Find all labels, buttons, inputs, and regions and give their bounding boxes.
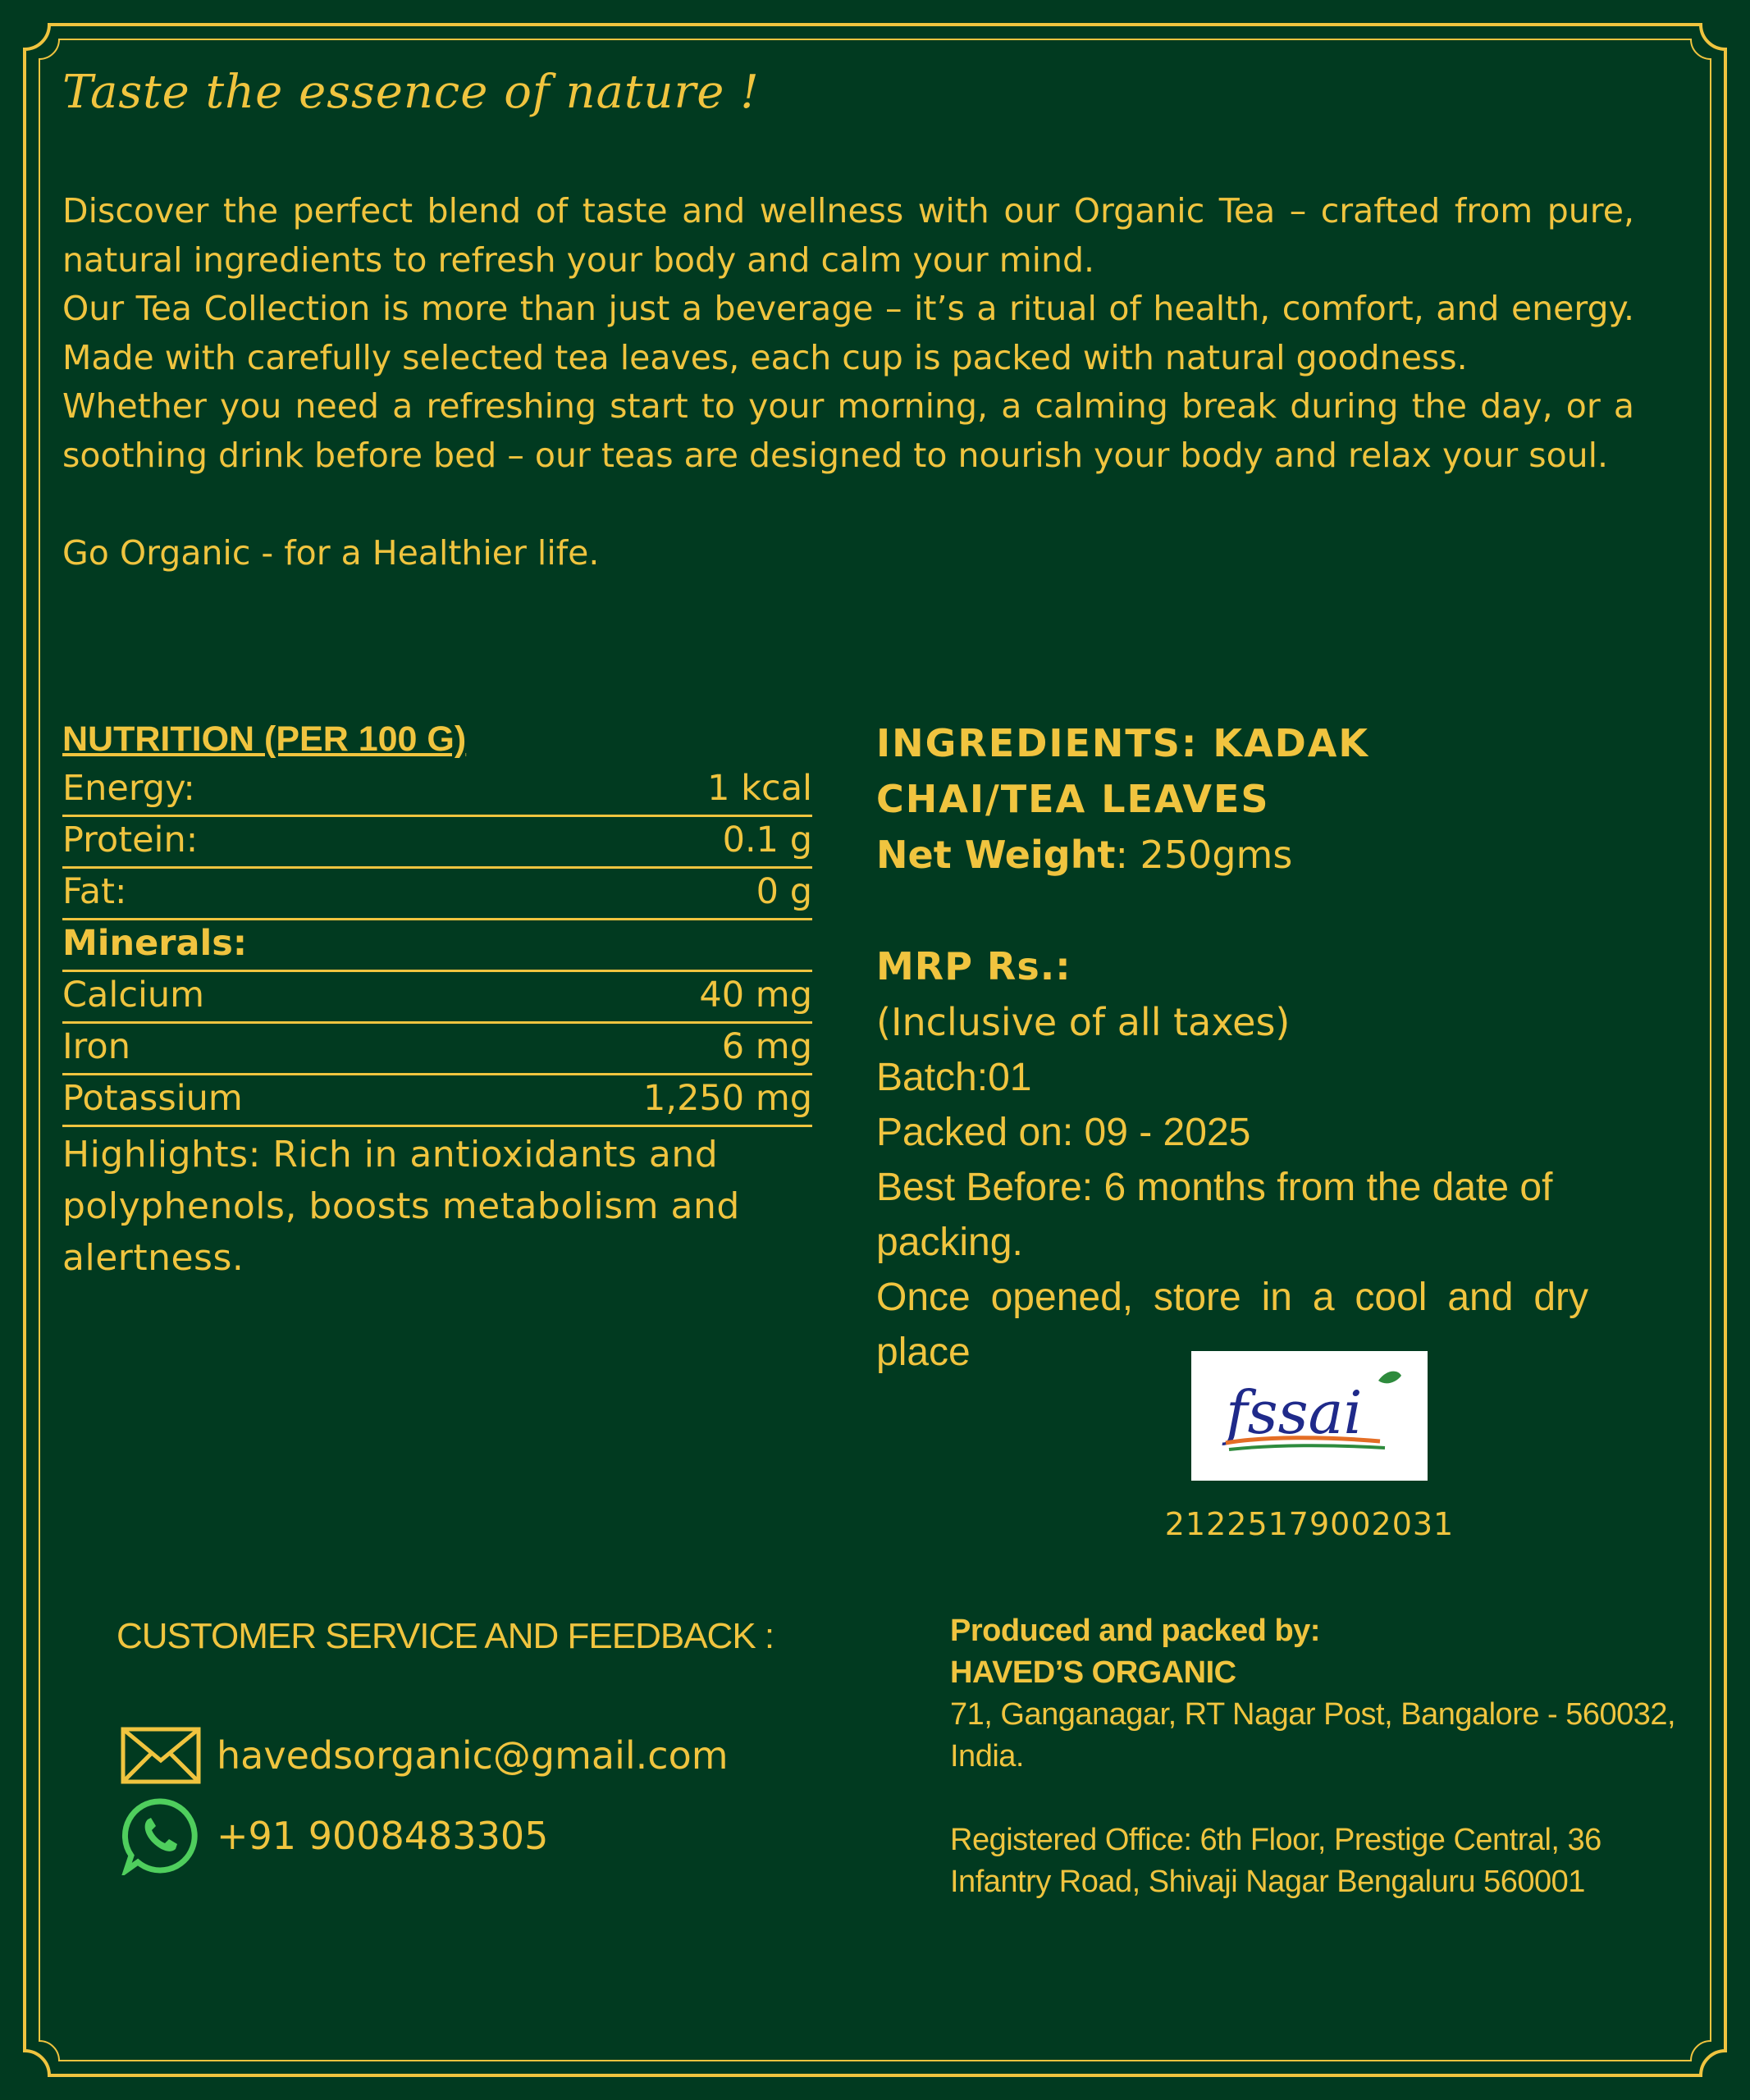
intro-text [62,187,1634,578]
tax-note: (Inclusive of all taxes) [876,1000,1291,1044]
product-details [876,715,1588,1380]
nutrient-value: 40 mg [699,975,812,1016]
fssai-license-number: 21225179002031 [1164,1506,1455,1542]
nutrient-value: 1,250 mg [643,1078,812,1119]
nutrition-row-fat [62,869,812,920]
nutrition-row-minerals [62,920,812,972]
email-address[interactable]: havedsorganic@gmail.com [217,1733,729,1778]
company-name: HAVED’S ORGANIC [950,1655,1236,1690]
nutrient-label: Minerals: [62,923,248,964]
ingredients: INGREDIENTS: KADAK CHAI/TEA LEAVES [876,721,1370,821]
nutrient-value: 1 kcal [707,768,812,809]
phone-contact[interactable] [120,1796,548,1875]
producer-info [950,1610,1688,1903]
intro-paragraph-1: Discover the perfect blend of taste and wellness with our Organic Tea – crafted from pure, natural ingredients to refresh your body and calm your mind. [62,191,1634,280]
best-before: Best Before: 6 months from the date of packing. [876,1166,1553,1264]
tagline: Taste the essence of nature ! [62,66,760,119]
fssai-logo-graphic [1191,1351,1428,1481]
registered-office: Registered Office: 6th Floor, Prestige Central, 36 Infantry Road, Shivaji Nagar Bengaluru 560001 [950,1823,1602,1899]
nutrition-row-iron [62,1024,812,1075]
whatsapp-icon [120,1796,202,1875]
mrp-label: MRP Rs.: [876,944,1071,988]
net-weight [876,827,1588,883]
nutrient-label: Protein: [62,819,199,861]
intro-paragraph-3: Whether you need a refreshing start to your morning, a calming break during the day, or a soothing drink before bed – our teas are designed to nourish your body and relax your soul. [62,386,1634,475]
nutrient-label: Calcium [62,975,205,1016]
nutrient-value: 0 g [756,871,812,912]
packed-on: Packed on: 09 - 2025 [876,1111,1251,1154]
email-contact[interactable] [120,1716,729,1795]
nutrition-table [62,714,812,1284]
nutrient-label: Energy: [62,768,195,809]
slogan: Go Organic - for a Healthier life. [62,532,600,573]
nutrient-value: 0.1 g [722,819,812,861]
producer-heading: Produced and packed by: [950,1614,1320,1648]
envelope-icon [120,1716,202,1795]
phone-number[interactable]: +91 9008483305 [217,1814,549,1858]
nutrient-value: 6 mg [721,1026,812,1067]
company-address: 71, Ganganagar, RT Nagar Post, Bangalore - 560032, India. [950,1697,1676,1774]
nutrient-label: Potassium [62,1078,243,1119]
intro-paragraph-2: Our Tea Collection is more than just a beverage – it’s a ritual of health, comfort, and energy. Made with carefully selected tea leaves, each cup is packed with natural goodness. [62,289,1634,377]
nutrition-row-calcium [62,972,812,1024]
fssai-logo [1191,1351,1428,1481]
customer-service-title: CUSTOMER SERVICE AND FEEDBACK : [117,1616,774,1656]
batch: Batch:01 [876,1056,1032,1099]
nutrition-row-potassium [62,1075,812,1127]
nutrition-title: NUTRITION (PER 100 G) [62,719,467,759]
net-weight-label: Net Weight [876,833,1116,877]
nutrition-highlights: Highlights: Rich in antioxidants and polyphenols, boosts metabolism and alertness. [62,1134,740,1279]
net-weight-value: : 250gms [1115,833,1293,877]
nutrition-row-protein [62,817,812,869]
fssai-logo-text: fssai [1226,1378,1363,1447]
nutrient-label: Iron [62,1026,130,1067]
nutrition-row-energy [62,765,812,817]
storage-instructions: Once opened, store in a cool and dry place [876,1276,1588,1374]
nutrient-label: Fat: [62,871,127,912]
